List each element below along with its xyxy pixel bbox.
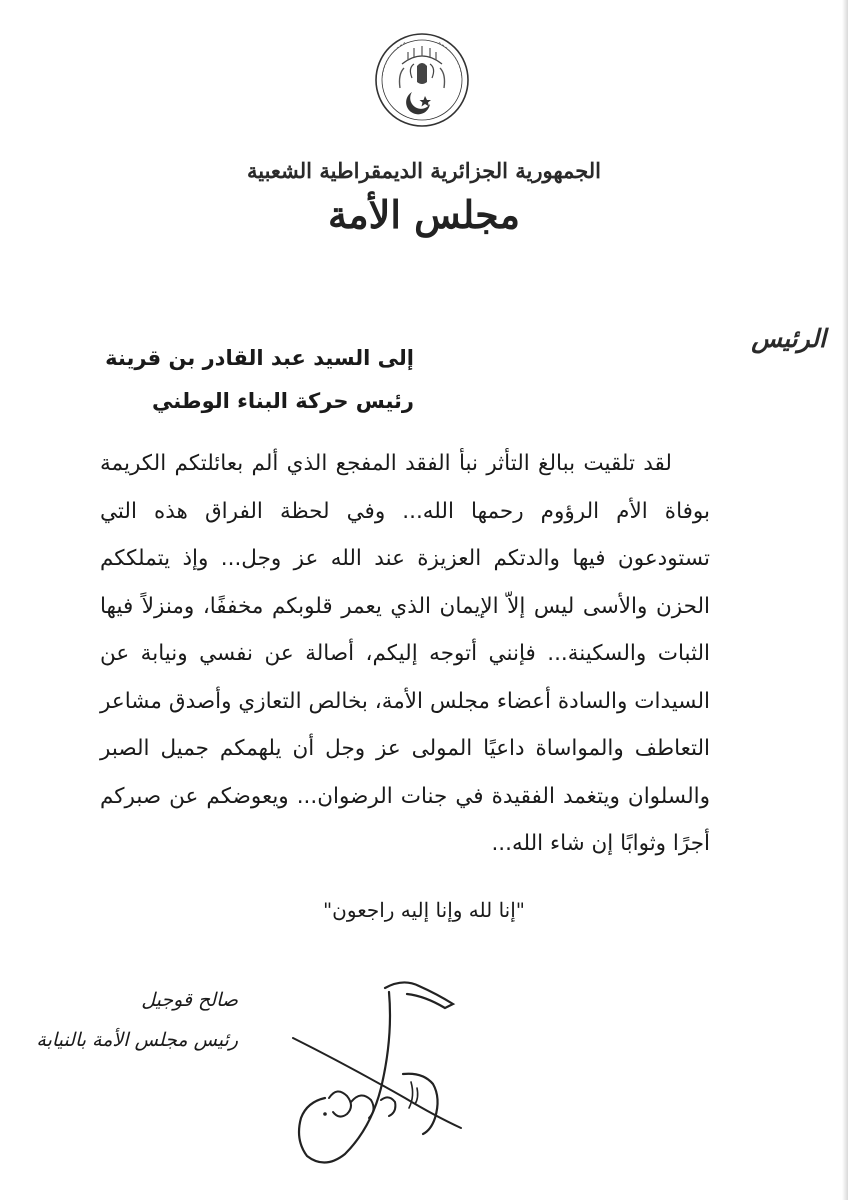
signer-name: صالح قوجيل [141, 989, 238, 1011]
closing-verse: "إنا لله وإنا إليه راجعون" [322, 898, 525, 922]
addressee-block [105, 337, 414, 423]
handwritten-signature [285, 978, 485, 1178]
addressee-title: رئيس حركة البناء الوطني [151, 389, 414, 413]
republic-header: الجمهورية الجزائرية الديمقراطية الشعبية [246, 158, 601, 183]
national-emblem-seal [372, 30, 472, 130]
letter-body [100, 440, 710, 868]
council-of-nation-header: مجلس الأمة [327, 192, 521, 237]
addressee-name: إلى السيد عبد القادر بن قرينة [105, 346, 414, 370]
signer-title: رئيس مجلس الأمة بالنيابة [36, 1029, 238, 1051]
letter-body-paragraph: لقد تلقيت ببالغ التأثر نبأ الفقد المفجع الذي ألم بعائلتكم الكريمة بوفاة الأم الرؤوم رحمها الله... وفي لحظة الفراق هذه التي تستودعون فيها والدتكم العزيزة عند الله عز وجل... وإذ يتملككم الحزن والأسى ليس إلاّ الإيمان الذي يعمر قلوبكم مخففًا، ومنزلاً فيها الثبات والسكينة... فإنني أتوجه إليكم، أصالة عن نفسي ونيابة عن السيدات والسادة أعضاء مجلس الأمة، بخالص التعازي وأصدق مشاعر التعاطف والمواساة داعيًا المولى عز وجل أن يلهمكم جميل الصبر والسلوان ويتغمد الفقيدة في جنات الرضوان... ويعوضكم عن صبركم أجرًا وثوابًا إن شاء الله... [100, 451, 710, 856]
president-mark: الرئيس [751, 324, 826, 353]
signer-block [36, 980, 238, 1060]
